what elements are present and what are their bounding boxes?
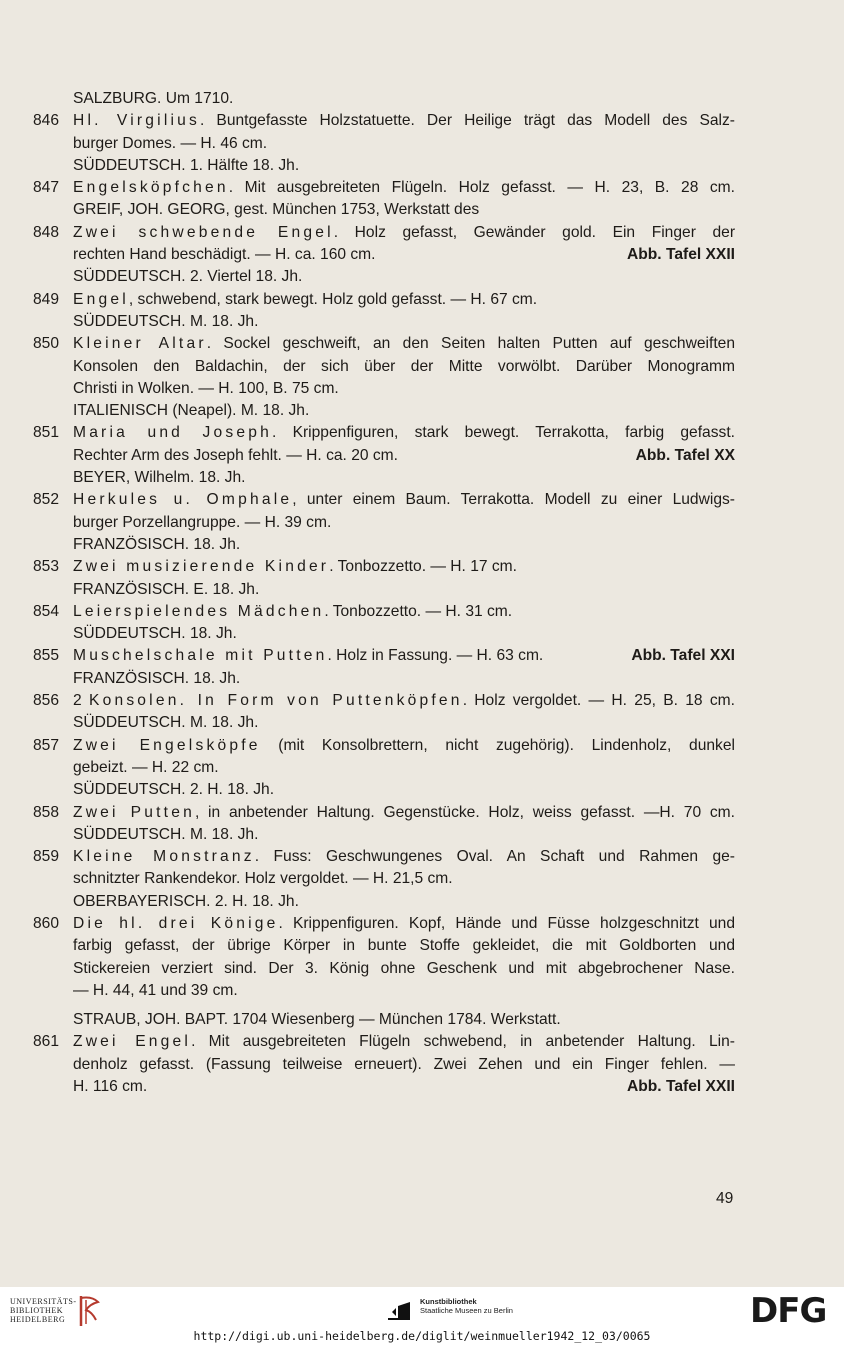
attribution-line	[33, 1009, 735, 1031]
attribution-line	[33, 534, 735, 556]
catalog-entry-line	[33, 422, 735, 444]
lot-number: 859	[33, 848, 60, 866]
object-description: . Buntgefasste Holzstatuette. Der Heilige trägt das Modell des Salz-	[200, 112, 735, 130]
lot-number: 851	[33, 424, 60, 442]
attribution-line	[33, 311, 735, 333]
lot-number: 847	[33, 179, 60, 197]
lot-number: 856	[33, 692, 60, 710]
line-text: schnitzter Rankendekor. Holz vergoldet. — H. 21,5 cm.	[73, 870, 453, 888]
lot-number: 861	[33, 1033, 60, 1051]
object-description: . Holz vergoldet. — H. 25, B. 18 cm.	[462, 692, 736, 710]
catalog-entry-line	[33, 556, 735, 578]
catalog-entry-line	[33, 489, 735, 511]
catalog-entry-line	[33, 512, 735, 534]
attribution-line	[33, 88, 735, 110]
object-description: , in anbetender Haltung. Gegenstücke. Holz, weiss gefasst. —H. 70 cm.	[194, 803, 735, 821]
uni-logo-line: BIBLIOTHEK	[10, 1306, 63, 1315]
line-text: Stickereien verziert sind. Der 3. König ohne Geschenk und mit abgebrochener Nase.	[73, 959, 735, 977]
catalog-entry-line	[33, 735, 735, 757]
uni-logo-line: UNIVERSITÄTS-	[10, 1297, 77, 1306]
lot-number: 849	[33, 290, 60, 308]
catalog-entry-line	[33, 757, 735, 779]
line-text: denholz gefasst. (Fassung teilweise erneuert). Zwei Zehen und ein Finger fehlen. —	[73, 1055, 735, 1073]
object-description: . Holz gefasst, Gewänder gold. Ein Finger der	[333, 223, 736, 241]
lot-number: 850	[33, 335, 60, 353]
object-description: (mit Konsolbrettern, nicht zugehörig). Lindenholz, dunkel	[260, 736, 735, 754]
attribution-line	[33, 779, 735, 801]
page-number: 49	[716, 1190, 734, 1207]
catalog-entry-line	[33, 1076, 735, 1098]
lot-number: 857	[33, 736, 60, 754]
object-description: . Krippenfiguren, stark bewegt. Terrakotta, farbig gefasst.	[272, 424, 735, 442]
attribution-line	[33, 891, 735, 913]
catalog-entry-line	[33, 1054, 735, 1076]
object-description: . Tonbozzetto. — H. 31 cm.	[324, 602, 513, 620]
object-title: Zwei Putten	[73, 803, 195, 821]
object-description: . Fuss: Geschwungenes Oval. An Schaft und Rahmen ge-	[254, 848, 735, 866]
kb-name: Kunstbibliothek	[420, 1297, 477, 1306]
catalog-entry-line	[33, 802, 735, 824]
object-description: . Holz in Fassung. — H. 63 cm.	[327, 647, 544, 665]
catalog-entry-line	[33, 846, 735, 868]
page-url[interactable]: http://digi.ub.uni-heidelberg.de/diglit/weinmueller1942_12_03/0065	[193, 1329, 651, 1343]
heidelberg-logo-mark-icon	[78, 1294, 102, 1328]
catalog-entry-line	[33, 378, 735, 400]
attribution-line	[33, 712, 735, 734]
catalog-entry-line	[33, 177, 735, 199]
lot-number: 846	[33, 112, 60, 130]
line-text: Rechter Arm des Joseph fehlt. — H. ca. 20 cm.	[73, 446, 399, 464]
line-text: OBERBAYERISCH. 2. H. 18. Jh.	[73, 892, 299, 910]
catalog-entry-line	[33, 1031, 735, 1053]
line-text: SÜDDEUTSCH. M. 18. Jh.	[73, 825, 259, 843]
line-text: FRANZÖSISCH. 18. Jh.	[73, 535, 241, 553]
line-text: SÜDDEUTSCH. M. 18. Jh.	[73, 714, 259, 732]
object-title: Zwei Engelsköpfe	[73, 736, 261, 754]
line-text: — H. 44, 41 und 39 cm.	[73, 981, 238, 999]
university-library-logo[interactable]	[10, 1297, 77, 1324]
object-title: Kleine Monstranz	[73, 848, 255, 866]
catalog-entry-line	[33, 244, 735, 266]
plate-reference: Abb. Tafel XXII	[626, 246, 735, 264]
catalog-entry-line	[33, 601, 735, 623]
object-title: Muschelschale mit Putten	[73, 647, 328, 665]
object-title: Leierspielendes Mädchen	[73, 602, 325, 620]
object-title: Maria und Joseph	[73, 424, 272, 442]
attribution-line	[33, 668, 735, 690]
object-title: Herkules u. Omphale	[73, 491, 293, 509]
object-description: . Krippenfiguren. Kopf, Hände und Füsse holzgeschnitzt und	[278, 914, 735, 932]
attribution-line	[33, 824, 735, 846]
lot-number: 853	[33, 558, 60, 576]
kunstbibliothek-logo-icon	[386, 1298, 412, 1322]
line-text: gebeizt. — H. 22 cm.	[73, 758, 219, 776]
kunstbibliothek-label[interactable]	[420, 1297, 513, 1315]
catalog-entry-line	[33, 356, 735, 378]
object-title: Zwei Engel	[73, 1033, 192, 1051]
catalog-entry-line	[33, 445, 735, 467]
object-description: . Tonbozzetto. — H. 17 cm.	[329, 558, 518, 576]
kb-sub: Staatliche Museen zu Berlin	[420, 1306, 513, 1315]
lot-number: 852	[33, 491, 60, 509]
uni-logo-line: HEIDELBERG	[10, 1315, 66, 1324]
catalog-entry-line	[33, 133, 735, 155]
plate-reference: Abb. Tafel XXI	[631, 647, 735, 665]
line-text: farbig gefasst, der übrige Körper in bunte Stoffe gekleidet, die mit Goldborten und	[73, 937, 735, 955]
line-text: burger Domes. — H. 46 cm.	[73, 134, 268, 152]
catalog-entry-line	[33, 935, 735, 957]
attribution-line	[33, 579, 735, 601]
object-title: Engelsköpfchen	[73, 179, 229, 197]
line-text: BEYER, Wilhelm. 18. Jh.	[73, 469, 246, 487]
line-text: burger Porzellangruppe. — H. 39 cm.	[73, 513, 332, 531]
attribution-line	[33, 400, 735, 422]
catalog-entry-line	[33, 645, 735, 667]
object-description: , schwebend, stark bewegt. Holz gold gefasst. — H. 67 cm.	[128, 290, 538, 308]
line-text: SÜDDEUTSCH. M. 18. Jh.	[73, 312, 259, 330]
line-text: FRANZÖSISCH. 18. Jh.	[73, 669, 241, 687]
line-text: Christi in Wolken. — H. 100, B. 75 cm.	[73, 379, 339, 397]
plate-reference: Abb. Tafel XXII	[626, 1078, 735, 1096]
lot-number: 848	[33, 223, 60, 241]
lot-number: 858	[33, 803, 60, 821]
line-text: H. 116 cm.	[73, 1078, 148, 1096]
object-description: . Mit ausgebreiteten Flügeln schwebend, in anbetender Haltung. Lin-	[191, 1033, 735, 1051]
object-title: Zwei musizierende Kinder	[73, 558, 330, 576]
catalog-entry-line	[33, 868, 735, 890]
line-text: SALZBURG. Um 1710.	[73, 90, 234, 107]
catalog-entry-line	[33, 980, 735, 1002]
attribution-line	[33, 467, 735, 489]
catalog-entry-line	[33, 690, 735, 712]
line-text: FRANZÖSISCH. E. 18. Jh.	[73, 580, 260, 598]
line-text: SÜDDEUTSCH. 2. Viertel 18. Jh.	[73, 268, 303, 286]
attribution-line	[33, 155, 735, 177]
object-description: . Mit ausgebreiteten Flügeln. Holz gefasst. — H. 23, B. 28 cm.	[228, 179, 735, 197]
object-title: Konsolen. In Form von Puttenköpfen	[88, 692, 463, 710]
entry-prefix: 2	[73, 692, 89, 710]
attribution-line	[33, 266, 735, 288]
catalog-entry-line	[33, 110, 735, 132]
catalog-entry-line	[33, 333, 735, 355]
catalog-entry-line	[33, 913, 735, 935]
line-text: SÜDDEUTSCH. 18. Jh.	[73, 625, 237, 643]
line-text: Konsolen den Baldachin, der sich über der Mitte vorwölbt. Darüber Monogramm	[73, 357, 735, 375]
attribution-line	[33, 199, 735, 221]
object-title: Kleiner Altar	[73, 335, 207, 353]
line-text: ITALIENISCH (Neapel). M. 18. Jh.	[73, 402, 310, 420]
catalog-entry-line	[33, 222, 735, 244]
catalog-entry-line	[33, 958, 735, 980]
lot-number: 860	[33, 914, 60, 932]
object-title: Engel	[73, 290, 129, 308]
object-title: Die hl. drei Könige	[73, 914, 279, 932]
plate-reference: Abb. Tafel XX	[635, 446, 735, 464]
line-text: SÜDDEUTSCH. 1. Hälfte 18. Jh.	[73, 156, 300, 174]
line-text: rechten Hand beschädigt. — H. ca. 160 cm.	[73, 246, 376, 264]
line-text: STRAUB, JOH. BAPT. 1704 Wiesenberg — München 1784. Werkstatt.	[73, 1011, 561, 1029]
object-title: Zwei schwebende Engel	[73, 223, 334, 241]
viewer-footer	[0, 1287, 844, 1345]
lot-number: 854	[33, 602, 60, 620]
line-text: GREIF, JOH. GEORG, gest. München 1753, Werkstatt des	[73, 201, 480, 219]
lot-number: 855	[33, 647, 60, 665]
object-title: Hl. Virgilius	[73, 112, 201, 130]
attribution-line	[33, 623, 735, 645]
object-description: . Sockel geschweift, an den Seiten halten Putten auf geschweiften	[206, 335, 735, 353]
catalog-entry-line	[33, 289, 735, 311]
object-description: , unter einem Baum. Terrakotta. Modell zu einer Ludwigs-	[292, 491, 735, 509]
dfg-logo[interactable]: DFG	[750, 1291, 827, 1331]
line-text: SÜDDEUTSCH. 2. H. 18. Jh.	[73, 781, 275, 799]
catalog-text	[33, 88, 735, 1098]
